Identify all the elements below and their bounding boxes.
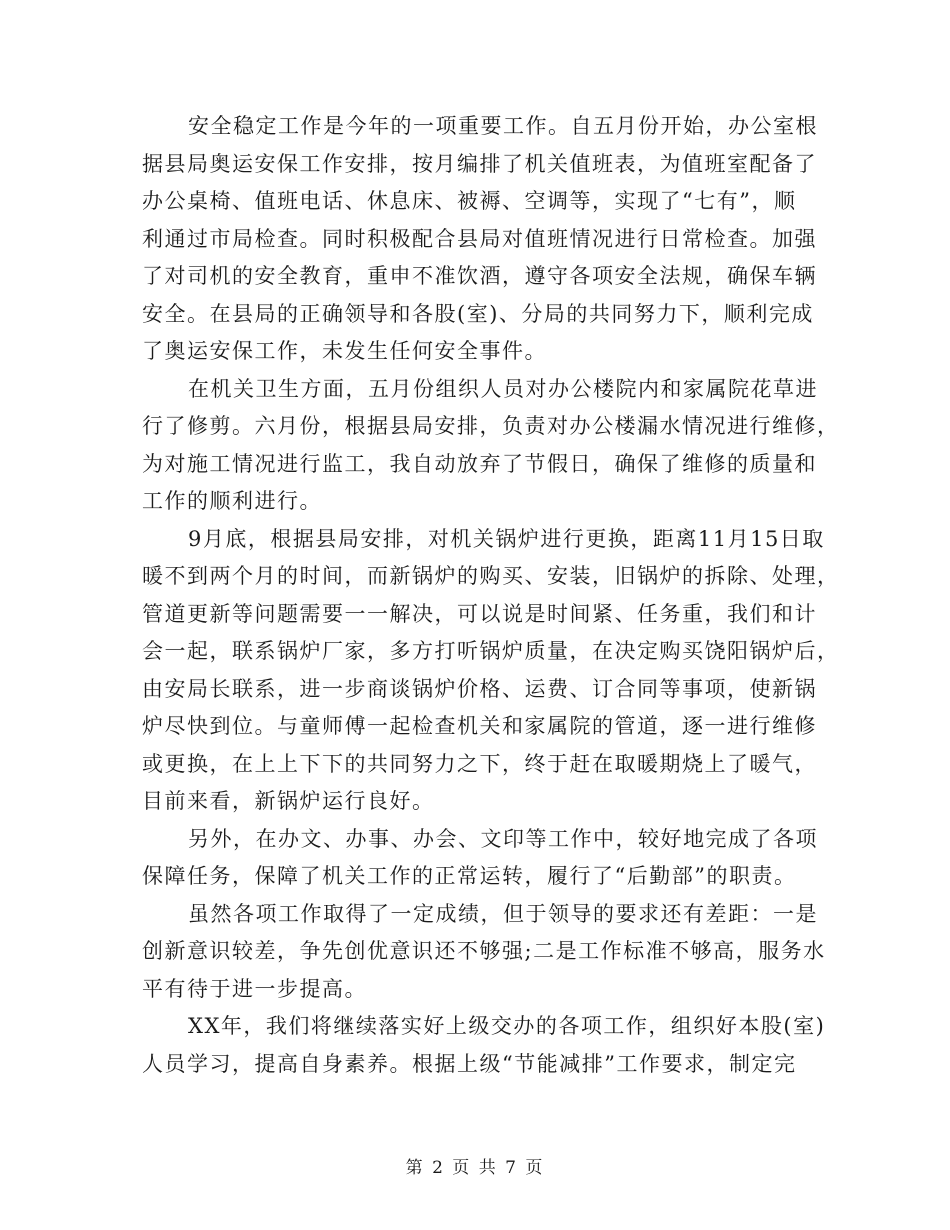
text-line: 为对施工情况进行监工，我自动放弃了节假日，确保了维修的质量和 <box>142 451 817 476</box>
page-number-footer: 第 2 页 共 7 页 <box>405 1158 545 1178</box>
text-line: 9月底，根据县局安排，对机关锅炉进行更换，距离11月15日取 <box>188 526 825 551</box>
paragraph-plan <box>142 1008 826 1083</box>
text-line: 保障任务，保障了机关工作的正常运转，履行了“后勤部”的职责。 <box>142 864 797 888</box>
text-line: 行了修剪。六月份，根据县局安排，负责对办公楼漏水情况进行维修， <box>142 414 840 438</box>
paragraph-shortcomings <box>142 896 826 1009</box>
text-line: 会一起，联系锅炉厂家，多方打听锅炉质量，在决定购买饶阳锅炉后， <box>142 639 840 663</box>
text-line: 安全。在县局的正确领导和各股(室)、分局的共同努力下，顺利完成 <box>142 301 814 326</box>
text-line: 平有待于进一步提高。 <box>142 976 367 1001</box>
text-line: 人员学习，提高自身素养。根据上级“节能减排”工作要求，制定完 <box>142 1051 797 1076</box>
text-line: 管道更新等问题需要一一解决，可以说是时间紧、任务重，我们和计 <box>142 601 817 626</box>
text-line: 暖不到两个月的时间，而新锅炉的购买、安装，旧锅炉的拆除、处理， <box>142 564 840 588</box>
text-line: 了对司机的安全教育，重申不准饮酒，遵守各项安全法规，确保车辆 <box>142 264 817 288</box>
text-line: 虽然各项工作取得了一定成绩，但于领导的要求还有差距：一是 <box>188 901 818 926</box>
text-line: 办公桌椅、值班电话、休息床、被褥、空调等，实现了“七有”，顺 <box>142 189 797 213</box>
paragraph-safety <box>142 108 818 371</box>
text-line: XX年，我们将继续落实好上级交办的各项工作，组织好本股(室) <box>188 1014 826 1038</box>
text-line: 据县局奥运安保工作安排，按月编排了机关值班表，为值班室配备了 <box>142 151 817 176</box>
text-line: 利通过市局检查。同时积极配合县局对值班情况进行日常检查。加强 <box>142 226 817 251</box>
text-line: 安全稳定工作是今年的一项重要工作。自五月份开始，办公室根 <box>188 114 818 138</box>
text-line: 创新意识较差，争先创优意识还不够强;二是工作标准不够高，服务水 <box>142 939 826 963</box>
text-line: 由安局长联系，进一步商谈锅炉价格、运费、订合同等事项，使新锅 <box>142 676 817 701</box>
text-line: 在机关卫生方面，五月份组织人员对办公楼院内和家属院花草进 <box>188 376 818 401</box>
paragraph-hygiene <box>142 371 840 521</box>
text-line: 另外，在办文、办事、办会、文印等工作中，较好地完成了各项 <box>188 826 818 851</box>
paragraph-support <box>142 821 818 896</box>
text-line: 工作的顺利进行。 <box>142 489 322 513</box>
document-body <box>142 108 840 1083</box>
text-line: 或更换，在上上下下的共同努力之下，终于赶在取暖期烧上了暖气， <box>142 751 817 776</box>
text-line: 炉尽快到位。与童师傅一起检查机关和家属院的管道，逐一进行维修 <box>142 714 817 738</box>
text-line: 了奥运安保工作，未发生任何安全事件。 <box>142 339 547 363</box>
text-line: 目前来看，新锅炉运行良好。 <box>142 789 435 813</box>
paragraph-boiler <box>142 521 840 821</box>
